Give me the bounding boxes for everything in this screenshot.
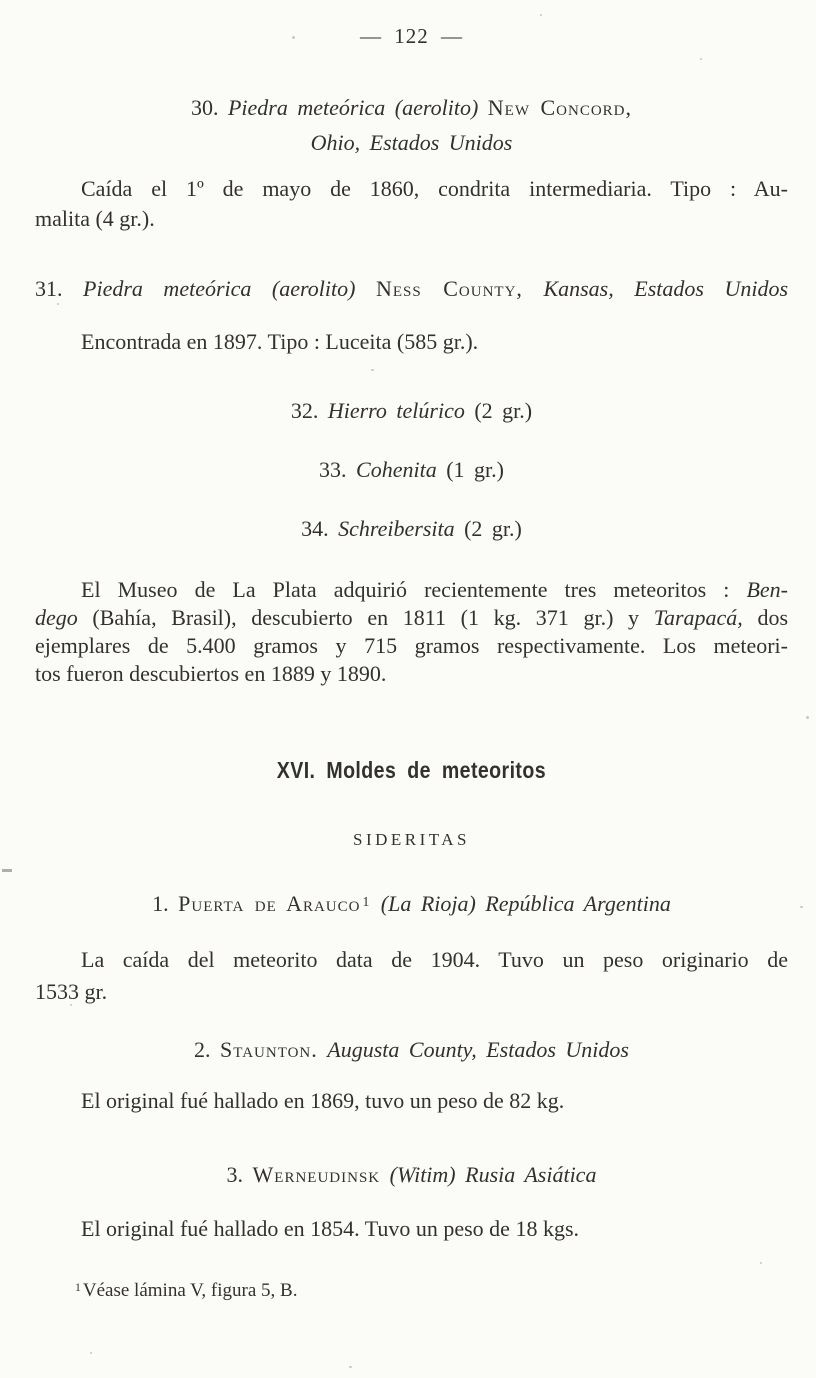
page-number: — 122 — [360, 24, 463, 48]
scan-speck [292, 36, 295, 39]
scan-speck [70, 1004, 72, 1006]
mold-1-number: 1. [152, 891, 169, 916]
paragraph-line: El original fué hallado en 1869, tuvo un peso de 82 kg. [81, 1088, 565, 1113]
scan-speck [349, 1366, 352, 1368]
footnote-reference: 1 [75, 1281, 81, 1295]
entry-31-paragraph [35, 327, 788, 357]
paragraph-line: Encontrada en 1897. Tipo : Luceita (585 gr.). [81, 329, 479, 354]
entry-30-place: New Concord, [487, 95, 633, 120]
paragraph-line: 1533 gr. [35, 979, 108, 1004]
footnote [35, 1280, 816, 1302]
entry-31-name: Piedra meteórica (aerolito) [83, 276, 356, 301]
entry-33-name: Cohenita [356, 457, 437, 482]
mold-2-place: Staunton. [220, 1037, 318, 1062]
footnote-reference: 1 [362, 893, 370, 909]
mold-2-heading [35, 1037, 788, 1063]
scan-speck [760, 1262, 762, 1264]
scan-speck [800, 906, 803, 908]
mold-3-number: 3. [226, 1162, 244, 1187]
section-title: XVI. Moldes de meteoritos [276, 757, 547, 783]
mold-3-paragraph [35, 1214, 788, 1244]
paragraph-text: El Museo de La Plata adquirió recientemente tres meteoritos : [81, 577, 747, 602]
entry-30-heading [35, 90, 788, 160]
paragraph-text: dos [742, 605, 789, 630]
section-heading [35, 757, 788, 784]
entry-32-heading [35, 398, 788, 424]
scan-speck [57, 303, 59, 305]
scan-speck [700, 58, 702, 60]
mold-3-place: Werneudinsk [252, 1162, 381, 1187]
paragraph-line [35, 576, 788, 604]
entry-31-number: 31. [35, 276, 63, 301]
entry-31-heading [35, 276, 788, 302]
mold-1-paragraph [35, 944, 788, 1008]
section-subheading: SIDERITAS [352, 830, 471, 849]
paragraph-line: tos fueron descubiertos en 1889 y 1890. [35, 661, 387, 686]
paragraph-line: Caída el 1º de mayo de 1860, condrita intermediaria. Tipo : Au- [81, 176, 788, 201]
scan-speck [371, 369, 374, 371]
stray-dash-mark [2, 869, 12, 872]
entry-30-number: 30. [190, 95, 219, 120]
entry-33-heading [35, 457, 788, 483]
meteorite-name: Tarapacá, [653, 605, 743, 630]
scan-speck [540, 14, 542, 16]
entry-30-name: Piedra meteórica (aerolito) [227, 95, 479, 120]
entry-30-paragraph [35, 174, 788, 234]
paragraph-line: ejemplares de 5.400 gramos y 715 gramos respectivamente. Los meteori- [35, 633, 788, 658]
paragraph-line: El original fué hallado en 1854. Tuvo un peso de 18 kgs. [81, 1216, 580, 1241]
mold-2-number: 2. [194, 1037, 211, 1062]
entry-31-place: Ness County, [375, 276, 523, 301]
mold-2-paragraph [35, 1086, 788, 1116]
mold-1-place: Puerta de Arauco [178, 891, 361, 916]
entry-32-number: 32. [290, 398, 319, 423]
scan-speck [806, 716, 809, 719]
scan-speck [90, 1352, 92, 1354]
entry-30-subheading: Ohio, Estados Unidos [310, 130, 513, 155]
footnote-text: Véase lámina V, figura 5, B. [82, 1280, 298, 1301]
mold-3-heading [35, 1162, 788, 1188]
entry-33-number: 33. [319, 457, 347, 482]
entry-34-number: 34. [301, 516, 329, 541]
meteorite-name: Ben- [746, 577, 788, 602]
entry-34-name: Schreibersita [338, 516, 455, 541]
mold-1-heading [35, 891, 788, 917]
mold-1-region: (La Rioja) República Argentina [380, 891, 671, 916]
mold-3-region: (Witim) Rusia Asiática [389, 1162, 597, 1187]
entry-34-heading [35, 516, 788, 542]
paragraph-line [35, 604, 788, 632]
paragraph-line: La caída del meteorito data de 1904. Tuvo un peso originario de [81, 947, 788, 972]
entry-32-name: Hierro telúrico [327, 398, 465, 423]
meteorite-name: dego [35, 605, 78, 630]
entry-34-weight: (2 gr.) [464, 516, 522, 541]
entry-33-weight: (1 gr.) [446, 457, 504, 482]
acquisition-paragraph [35, 576, 788, 688]
mold-2-region: Augusta County, Estados Unidos [327, 1037, 629, 1062]
paragraph-text: (Bahía, Brasil), descubierto en 1811 (1 kg. 371 gr.) y [77, 605, 654, 630]
entry-32-weight: (2 gr.) [474, 398, 533, 423]
entry-31-region: Kansas, Estados Unidos [543, 276, 789, 301]
paragraph-line: malita (4 gr.). [35, 206, 155, 231]
